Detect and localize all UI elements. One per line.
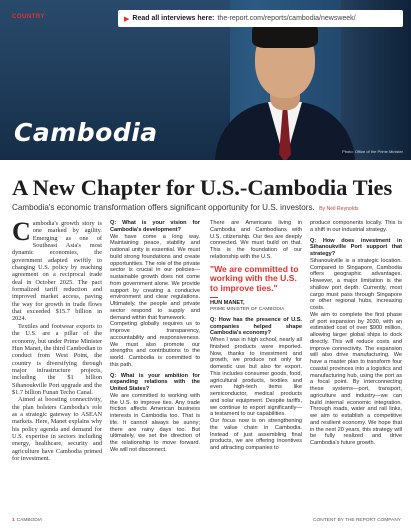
intro-paragraph	[12, 217, 102, 323]
intro-text: ambodia's growth story is one marked by agility. Emerging as one of Southeast Asia's most dynamic economies, the government adapted swiftly to changing U.S. policy by reaching agreement on a reciprocal trade deal in October 2025. The pact formalized tariff reduction and improved market access, paving the way for growth in trade flows that exceeded $15.7 billion in 2024.	[12, 220, 102, 323]
answer: Competing globally requires us to improve transparency, accountability and responsiveness. We must also promote our strengths and contributions to the world. Cambodia is committed to this path.	[110, 321, 200, 368]
footer-left	[12, 518, 42, 523]
article-subhead	[12, 203, 407, 212]
answer: Our focus now is on strengthening the value chain in Cambodia. Instead of just assembling final products, we are offering incentives and attracting companies to	[210, 418, 302, 452]
article-column-4	[310, 220, 402, 447]
answer: When I was in high school, nearly all finished products were imported. Now, thanks to investment and growth, we produce not only for domestic use but also for export. This includes consumer goods, food, agricultural products, textiles and even high-tech items like semiconductor, medical products and solar equipment. Despite tariffs, we continue to export significantly—a testament to our capabilities.	[210, 337, 302, 418]
prime-minister-photo	[210, 10, 360, 160]
paragraph: Aimed at boosting connectivity, the plan bolsters Cambodia's role as a strategic gateway to ASEAN markets. Here, Manet explains why his policy agenda and demand for U.S. expertise in sectors including energy, healthcare, security and agriculture have Cambodia primed for investment.	[12, 396, 102, 462]
triangle-right-icon: ▶	[124, 15, 130, 23]
question: Q: How does investment in Sihanoukville Port support that strategy?	[310, 237, 402, 257]
read-all-label: Read all interviews here:	[132, 15, 215, 22]
question: Q: What is your vision for Cambodia's development?	[110, 220, 200, 233]
answer: produce components locally. This is a shift in our industrial strategy.	[310, 220, 402, 233]
answer: We aim to complete the first phase of port expansion by 2030, with an estimated cost of over $900 million, allowing larger global ships to dock directly. This will reduce costs and improve connectivity. The expansion will also drive manufacturing. We have a master plan to transform four coastal provinces into a logistics and manufacturing hub, using the port as a focal point. By interconnecting these systems—port, transport, agriculture and industry—we can build internal economic integration. Through roads, water and rail links, we aim to establish a competitive and resilient economy. We hope that in the next 20 years, this strategy will be fully realized and drive Cambodia's future growth.	[310, 311, 402, 446]
paragraph: Textiles and footwear exports to the U.S. are a pillar of the economy, but under Prime Minister Hun Manet, the third Cambodian to conduct from West Point, the country is diversifying through major infrastructure projects, including the $1 billion Sihanoukville Port upgrade and the $1.7 billion Funan Techo Canal.	[12, 322, 102, 396]
question: Q: How has the presence of U.S. companies helped shape Cambodia's economy?	[210, 316, 302, 337]
byline: By Neil Reynolds	[319, 206, 359, 212]
section-tag: COUNTRY	[12, 14, 45, 20]
answer: We have come a long way. Maintaining peace, stability and national unity is essential. We must build strong foundations and create opportunities. The role of the private sector is crucial in our policies—sustainable growth does not come from government alone. We provide support by creating a conducive environment and clear regulations. Ultimately, the people and private sector respond to supply and demand within that framework.	[110, 233, 200, 321]
article-column-2	[110, 220, 200, 454]
pull-quote-role: PRIME MINISTER OF CAMBODIA	[210, 306, 285, 312]
answer: There are Americans living in Cambodia and Cambodians with U.S. citizenship. Our ties are deeply connected. We must build on that. This is the foundation of our relationship with the U.S.	[210, 220, 302, 260]
read-all-banner[interactable]	[118, 10, 403, 27]
question: Q: What is your ambition for expanding relations with the United States?	[110, 372, 200, 392]
subhead-text: Cambodia's economic transformation offers significant opportunity for U.S. investors.	[12, 203, 315, 212]
read-all-link[interactable]: the-report.com/reports/cambodia/newsweek/	[217, 15, 356, 22]
footer-credit: CONTENT BY THE REPORT COMPANY	[313, 518, 401, 523]
article-headline: A New Chapter for U.S.-Cambodia Ties	[12, 175, 393, 200]
article-column-1	[12, 217, 102, 462]
drop-cap: C	[12, 217, 31, 246]
pull-quote-name: HUN MANET,	[210, 300, 245, 307]
answer: We are committed to working with the U.S. to improve ties. Any trade friction affects American business interests in Cambodia too. That is life. It cannot always be sunny; there are rainy days too. But ultimately, we set the direction of the relationship to move forward. We will not disconnect.	[110, 392, 200, 453]
hero-banner	[0, 0, 411, 160]
photo-credit: Photo: Office of the Prime Minister	[342, 149, 403, 154]
hero-title: Cambodia	[14, 118, 158, 147]
pull-quote: "We are committed to working with the U.S. to improve ties."	[210, 263, 299, 293]
footer-publication: CAMBODIA	[16, 518, 43, 523]
answer: Sihanoukville is a strategic location. Compared to Singapore, Cambodia offers geographic advantages. However, a major limitation is the shallow port depth. Currently, most cargo must pass through Singapore or other regional hubs, increasing costs.	[310, 257, 402, 311]
article-column-3	[210, 220, 302, 452]
pull-quote-rule	[210, 297, 218, 298]
page-number: 1	[12, 518, 15, 523]
